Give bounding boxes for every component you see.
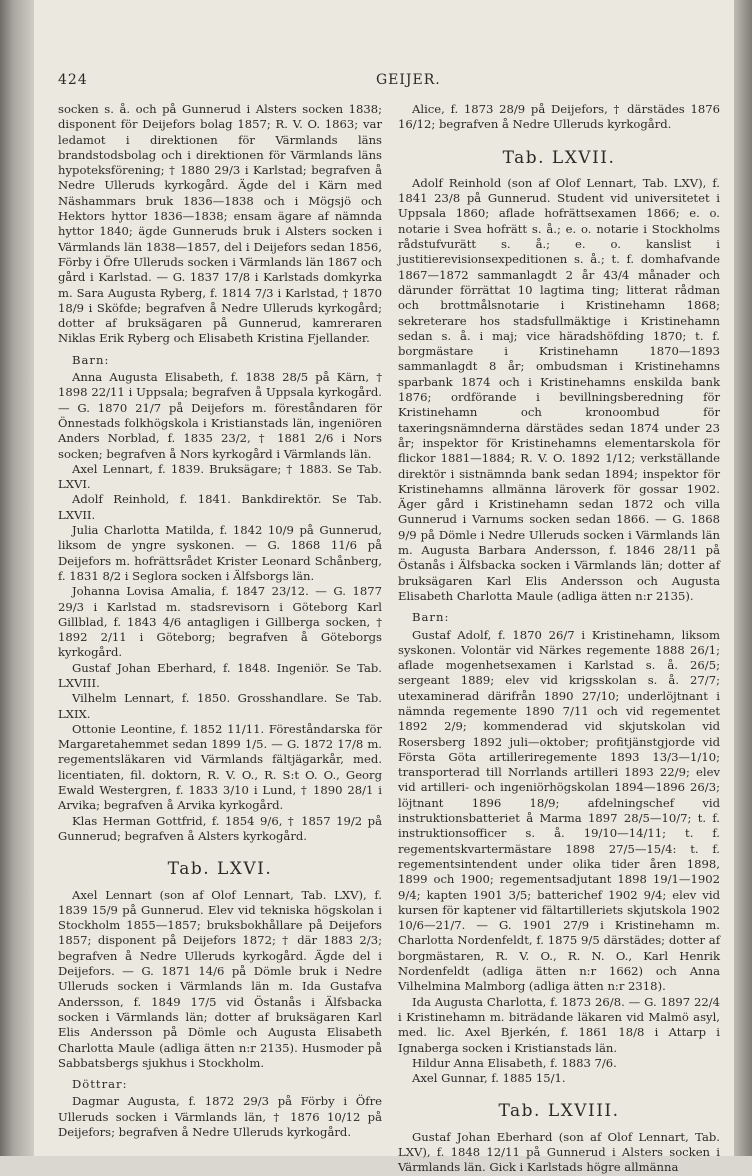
child-entry: Hildur Anna Elisabeth, f. 1883 7/6. xyxy=(412,1055,617,1070)
left-column xyxy=(58,102,382,1140)
scan-edge-right xyxy=(734,0,752,1156)
child-entry: Axel Lennart, f. 1839. Bruksägare; † 1883. Se Tab. LXVI. xyxy=(58,461,382,492)
child-entry: Anna Augusta Elisabeth, f. 1838 28/5 på Kärn, † 1898 22/11 i Uppsala; begrafven å Uppsala kyrkogård. — G. 1870 21/7 på Deijefors m. föreståndaren för Önnestads folkhögskola i Kristianstads län, ingeniören Anders Norblad, f. 1835 23/2, † 1881 2/6 i Nors socken; begrafven å Nors kyrkogård i Värmlands län. xyxy=(58,370,382,461)
scan-edge-left xyxy=(0,0,34,1156)
child-entry: Gustaf Johan Eberhard, f. 1848. Ingeniör. Se Tab. LXVIII. xyxy=(58,660,382,690)
running-head: GEIJER. xyxy=(376,72,441,88)
continued-entry: Alice, f. 1873 28/9 på Deijefors, † därstädes 1876 16/12; begrafven å Nedre Ulleruds kyrkogård. xyxy=(398,102,720,132)
page-header xyxy=(58,72,714,92)
tab-lxvi-text: Axel Lennart (son af Olof Lennart, Tab. LXV), f. 1839 15/9 på Gunnerud. Elev vid tekniska högskolan i Stockholm 1855—1857; bruksbokhållare på Deijefors 1857; disponent på Deijefors 1872; † där 1883 2/3; begrafven å Nedre Ulleruds kyrkogård. Ägde del i Deijefors. — G. 1871 14/6 på Dömle bruk i Nedre Ulleruds socken i Värmlands län m. Ida Gustafva Andersson, f. 1849 17/5 vid Östanås i Älfsbacka socken i Värmlands län; dotter af bruksägaren Karl Elis Andersson på Dömle och Augusta Elisabeth Charlotta Maule (adliga ätten n:r 2135). Husmoder på Sabbatsbergs sjukhus i Stockholm. xyxy=(58,887,382,1070)
child-entry: Gustaf Adolf, f. 1870 26/7 i Kristinehamn, liksom syskonen. Volontär vid Närkes regemente 1888 26/1; aflade mogenhetsexamen i Karlstad s. å. 26/5; sergeant 1889; elev vid krigsskolan s. å. 27/7; utexaminerad därifrån 1890 27/10; underlöjtnant i nämnda regemente 1890 7/11 och vid regementet 1892 2/9; kommenderad vid skjutskolan vid Rosersberg 1892 juli—oktober; profitjänstgjorde vid Första Göta artilleriregemente 1893 13/3—1/10; transporterad till Norrlands artilleri 1893 22/9; elev vid artilleri- och ingeniörhögskolan 1894—1896 26/3; löjtnant 1896 18/9; afdelningschef vid instruktionsbatteriet å Marma 1897 28/5—10/7; t. f. instruktionsofficer s. å. 19/10—14/11; t. f. regementskvartermästare 1898 27/5—15/4: t. f. regementsintendent under olika tider åren 1898, 1899 och 1900; regementsadjutant 1898 19/1—1902 9/4; kapten 1901 3/5; batterichef 1902 9/4; elev vid kursen för kaptener vid fältartilleriets skjutskola 1902 10/6—21/7. — G. 1901 27/9 i Kristinehamn m. Charlotta Nordenfeldt, f. 1875 9/5 därstädes; dotter af borgmästaren, R. V. O., R. N. O., Karl Henrik Nordenfeldt (adliga ätten n:r 1662) och Anna Vilhelmina Malmborg (adliga ätten n:r 2318). xyxy=(398,627,720,994)
dottrar-heading: Döttrar: xyxy=(72,1077,128,1092)
tab-lxvii-heading: Tab. LXVII. xyxy=(502,147,616,168)
child-entry: Johanna Lovisa Amalia, f. 1847 23/12. — G. 1877 29/3 i Karlstad m. stadsrevisorn i Göteborg Karl Gillblad, f. 1843 4/6 antagligen i Gillberga socken, † 1892 2/11 i Göteborg; begrafven å Göteborgs kyrkogård. xyxy=(58,584,382,660)
barn-heading: Barn: xyxy=(72,352,110,367)
child-entry: Axel Gunnar, f. 1885 15/1. xyxy=(412,1071,566,1086)
child-entry: Ottonie Leontine, f. 1852 11/11. Föreståndarska för Margaretahemmet sedan 1899 1/5. — G. 1872 17/8 m. regementsläkaren vid Värmlands fältjägarkår, med. licentiaten, fil. doktorn, R. V. O., R. S:t O. O., Georg Ewald Westergren, f. 1833 3/10 i Lund, † 1890 28/1 i Arvika; begrafven å Arvika kyrkogård. xyxy=(58,721,382,813)
book-page xyxy=(34,0,734,1175)
child-entry: Klas Herman Gottfrid, f. 1854 9/6, † 1857 19/2 på Gunnerud; begrafven å Alsters kyrkogård. xyxy=(58,813,382,843)
tab-lxvi-heading: Tab. LXVI. xyxy=(167,859,273,880)
child-entry: Adolf Reinhold, f. 1841. Bankdirektör. Se Tab. LXVII. xyxy=(58,492,382,522)
intro-paragraph: socken s. å. och på Gunnerud i Alsters socken 1838; disponent för Deijefors bolag 1857; R. V. O. 1863; var ledamot i direktionen för Värmlands läns brandstodsbolag och i direktionen för Värmlands läns hypoteksförening; † 1880 29/3 i Karlstad; begrafven å Nedre Ulleruds kyrkogård. Ägde del i Kärn med Näshammars bruk 1836—1838 och i Mögsjö och Hektors hyttor 1836—1838; ensam ägare af nämnda hyttor 1840; ägde Gunneruds bruk i Alsters socken i Värmlands län 1838—1857, del i Deijefors sedan 1856, Förby i Öfre Ulleruds socken i Värmlands län 1867 och gård i Karlstad. — G. 1837 17/8 i Karlstads domkyrka m. Sara Augusta Ryberg, f. 1814 7/3 i Karlstad, † 1870 18/9 i Sköfde; begrafven å Nedre Ulleruds kyrkogård; dotter af bruksägaren på Gunnerud, kamreraren Niklas Erik Ryberg och Elisabeth Kristina Fjellander. xyxy=(58,102,382,346)
daughter-entry: Dagmar Augusta, f. 1872 29/3 på Förby i Öfre Ulleruds socken i Värmlands län, † 1876 10/12 på Deijefors; begrafven å Nedre Ulleruds kyrkogård. xyxy=(58,1094,382,1139)
tab-lxviii-text: Gustaf Johan Eberhard (son af Olof Lennart, Tab. LXV), f. 1848 12/11 på Gunnerud i Alsters socken i Värmlands län. Gick i Karlstads högre allmänna xyxy=(398,1129,720,1175)
barn-heading: Barn: xyxy=(412,610,450,625)
right-column xyxy=(398,102,720,1176)
tab-lxviii-heading: Tab. LXVIII. xyxy=(498,1101,620,1122)
child-entry: Ida Augusta Charlotta, f. 1873 26/8. — G. 1897 22/4 i Kristinehamn m. biträdande läkaren vid Malmö asyl, med. lic. Axel Bjerkén, f. 1861 18/8 i Attarp i Ignaberga socken i Kristianstads län. xyxy=(398,994,720,1055)
child-entry: Julia Charlotta Matilda, f. 1842 10/9 på Gunnerud, liksom de yngre syskonen. — G. 1868 11/6 på Deijefors m. hofrättsrådet Krister Leonard Schånberg, f. 1831 8/2 i Seglora socken i Älfsborgs län. xyxy=(58,523,382,583)
tab-lxvii-text: Adolf Reinhold (son af Olof Lennart, Tab. LXV), f. 1841 23/8 på Gunnerud. Student vid universitetet i Uppsala 1860; aflade hofrättsexamen 1866; e. o. notarie i Svea hofrätt s. å.; e. o. notarie i Stockholms rådstufvurätt s. å.; e. o. kanslist i justitierevisionsexpeditionen s. å.; t. f. domhafvande 1867—1872 sammanlagdt 2 år 43/4 månader och därunder förrättat 10 lagtima ting; litterat rådman och brottmålsnotarie i Kristinehamn 1868; sekreterare hos stadsfullmäktige i Kristinehamn sedan s. å. i maj; vice häradshöfding 1870; t. f. borgmästare i Kristinehamn 1870—1893 sammanlagdt 8 år; ombudsman i Kristinehamns sparbank 1874 och i Kristinehamns enskilda bank 1876; ordförande i bevillningsberedning för Kristinehamn och kronoombud för taxeringsnämnderna därstädes sedan 1874 under 23 år; inspektor för Kristinehamns elementarskola för flickor 1881—1884; R. V. O. 1892 1/12; verkställande direktör i sistnämnda bank sedan 1894; inspektor för Kristinehamns allmänna läroverk för gossar 1902. Äger gård i Kristinehamn sedan 1872 och villa Gunnerud i Varnums socken sedan 1866. — G. 1868 9/9 på Dömle i Nedre Ulleruds socken i Värmlands län m. Augusta Barbara Andersson, f. 1846 28/11 på Östanås i Älfsbacka socken i Värmlands län; dotter af bruksägaren Karl Elis Andersson och Augusta Elisabeth Charlotta Maule (adliga ätten n:r 2135). xyxy=(398,175,720,603)
page-number: 424 xyxy=(58,72,88,88)
child-entry: Vilhelm Lennart, f. 1850. Grosshandlare. Se Tab. LXIX. xyxy=(58,691,382,721)
